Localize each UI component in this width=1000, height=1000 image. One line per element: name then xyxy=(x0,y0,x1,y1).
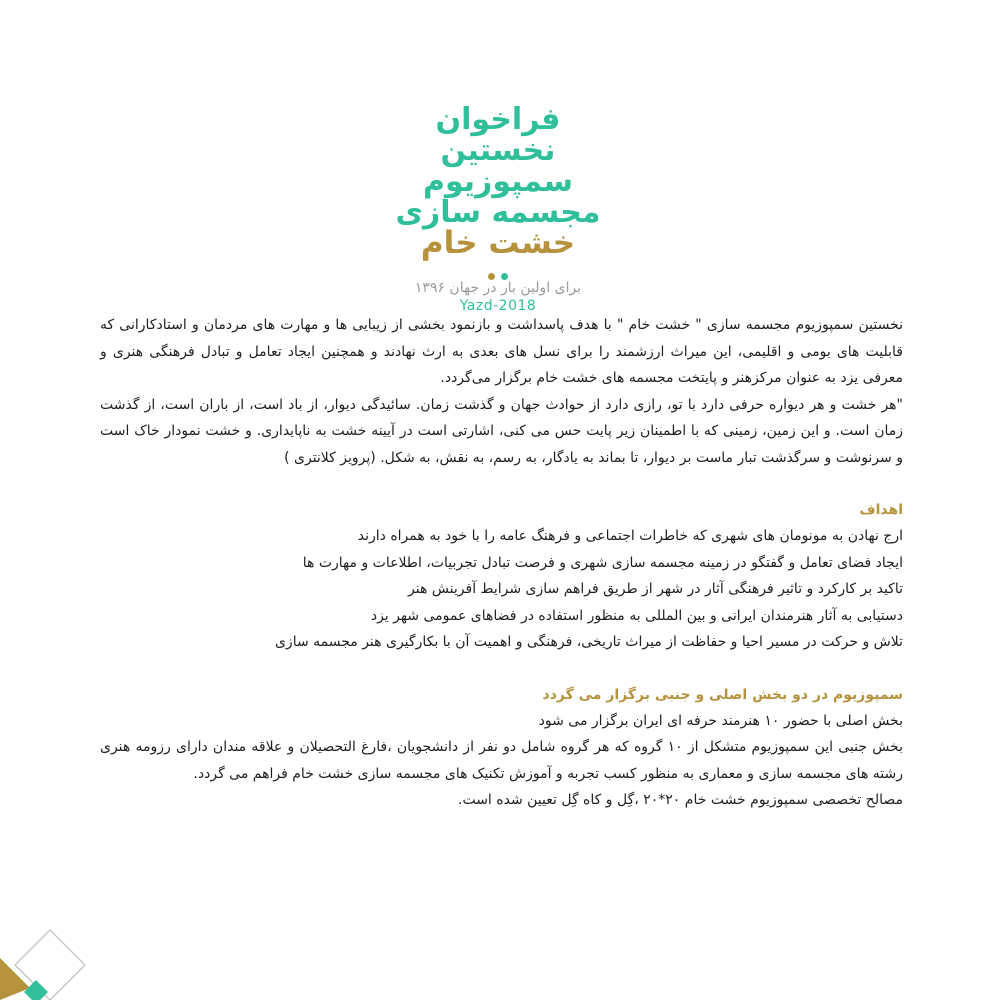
goal-item: تلاش و حرکت در مسیر احیا و حفاظت از میراث تاریخی، فرهنگی و اهمیت آن با بکارگیری هنر مجسمه سازی xyxy=(274,634,903,650)
title-line-4: مجسمه سازی xyxy=(395,195,601,230)
goal-item: دستیابی به آثار هنرمندان ایرانی و بین المللی به منظور استفاده در فضاهای عمومی شهر یزد xyxy=(370,607,903,624)
side-section-text: بخش جنبی این سمپوزیوم متشکل از ۱۰ گروه که هر گروه شامل دو نفر از دانشجویان ،فارغ التحصیلان و علاقه مندان دارای رزومه هنری رشته های مجسمه سازی و معماری به منظور کسب تجربه و آموزش تکنیک های مجسمه سازی خشت خام فراهم می گردد. xyxy=(100,739,903,782)
main-section-text: بخش اصلی با حضور ۱۰ هنرمند حرفه ای ایران برگزار می شود xyxy=(538,712,903,729)
subtitle: برای اولین بار در جهان ۱۳۹۶ xyxy=(414,280,582,296)
body-content xyxy=(100,312,903,814)
title-line-1: فراخوان xyxy=(435,102,561,137)
goal-item: ارج نهادن به مونومان های شهری که خاطرات اجتماعی و فرهنگ عامه را با خود به همراه دارند xyxy=(357,528,903,544)
intro-paragraph-2: "هر خشت و هر دیواره حرفی دارد با تو، رازی دارد از حوادث جهان و گذشت زمان. سائیدگی دیوار، از باد است، از باران است، از گذشت زمان است. و این زمین، زمینی که با اطمینان زیر پایت حس می کنی، اشارتی است در آیینه خشت به ناپایداری. و خشت نمودار خاک است و سرنوشت و سرگذشت تبار ماست بر دیوار، تا بماند به یادگار، به رسم، به نقش، به شکل. (پرویز کلانتری ) xyxy=(100,396,903,466)
poster-title xyxy=(380,104,616,315)
decorative-diamonds-icon xyxy=(0,900,100,1000)
goal-item: تاکید بر کارکرد و تاثیر فرهنگی آثار در شهر از طریق فراهم سازی شرایط آفرینش هنر xyxy=(408,581,903,597)
title-dots xyxy=(380,265,616,275)
year-label: Yazd-2018 xyxy=(459,298,537,314)
title-line-3: سمپوزیوم xyxy=(423,164,573,199)
goal-item: ایجاد فضای تعامل و گفتگو در زمینه مجسمه سازی شهری و فرصت تبادل تجربیات، اطلاعات و مهارت ها xyxy=(302,554,903,571)
intro-paragraph-1: نخستین سمپوزیوم مجسمه سازی " خشت خام " با هدف پاسداشت و بازنمود بخشی از زیبایی ها و مهارت های مردمان و استادکارانی که قابلیت های بومی و اقلیمی، این میراث ارزشمند را برای نسل های بعدی به ارث نهادند و همچنین ایجاد تعامل و تبادل فرهنگی هنری و معرفی یزد به عنوان مرکزهنر و پایتخت مجسمه های خشت خام برگزار می‌گردد. xyxy=(100,317,903,386)
materials-text: مصالح تخصصی سمپوزیوم خشت خام ۲۰*۲۰ ،گِل و کاه گِل تعیین شده است. xyxy=(458,792,903,808)
goals-heading: اهداف xyxy=(859,502,903,518)
title-highlight: خشت خام xyxy=(420,225,576,261)
title-line-2: نخستین xyxy=(440,133,556,168)
symposium-heading: سمپوزیوم در دو بخش اصلی و جنبی برگزار می گردد xyxy=(542,686,903,703)
